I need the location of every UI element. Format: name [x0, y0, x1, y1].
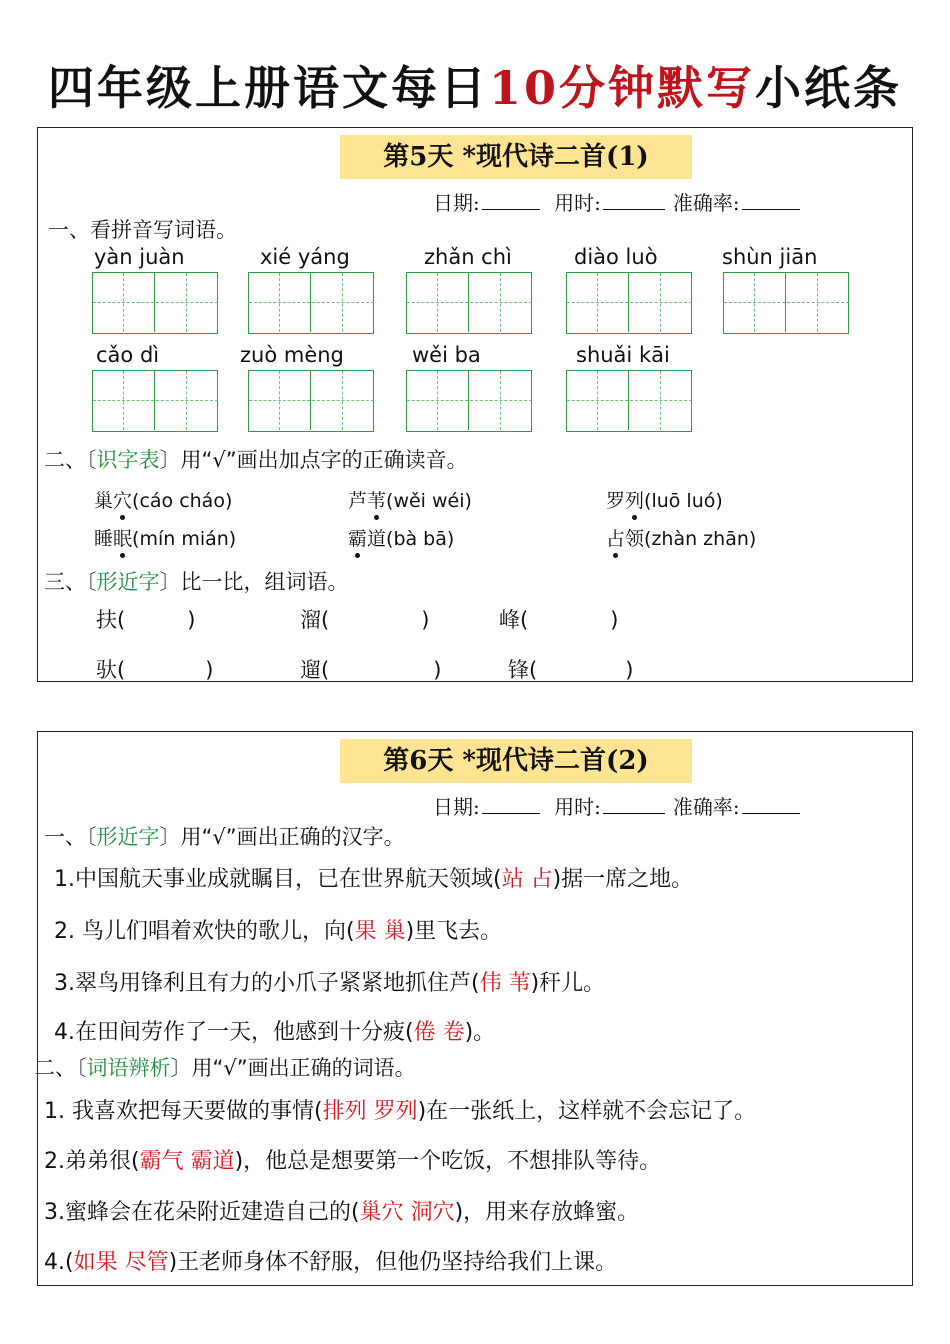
- page-title: [0, 58, 950, 118]
- reading-item: 睡眠(mín mián): [94, 524, 236, 551]
- choice-sentence: 2. 鸟儿们唱着欢快的歌儿，向(果 巢)里飞去。: [54, 919, 503, 944]
- pinyin: diào luò: [574, 245, 658, 269]
- title-prefix: 四年级上册语文每日: [47, 61, 489, 115]
- day6-meta: 日期: 用时: 准确率:: [433, 791, 808, 820]
- pinyin: zhǎn chì: [424, 245, 512, 269]
- pinyin: shuǎi kāi: [576, 343, 670, 367]
- choice-options[interactable]: 果 巢: [354, 919, 406, 944]
- choice-sentence: 1. 我喜欢把每天要做的事情(排列 罗列)在一张纸上，这样就不会忘记了。: [44, 1099, 757, 1124]
- word-blank[interactable]: 锋( ): [508, 658, 634, 682]
- day5-section3-title: 三、〔形近字〕比一比，组词语。: [44, 570, 349, 594]
- choice-options[interactable]: 伟 苇: [479, 971, 531, 996]
- day5-card: [37, 127, 913, 682]
- writing-grid[interactable]: [248, 370, 374, 432]
- reading-item: 霸道(bà bā): [348, 524, 454, 551]
- day6-section2-title: 二、〔词语辨析〕用“√”画出正确的词语。: [34, 1056, 416, 1080]
- time-blank[interactable]: [603, 190, 665, 210]
- writing-grid[interactable]: [723, 272, 849, 334]
- writing-grid[interactable]: [566, 272, 692, 334]
- pinyin: wěi ba: [412, 343, 481, 367]
- choice-options[interactable]: 倦 卷: [413, 1020, 465, 1045]
- reading-item: 巢穴(cáo cháo): [94, 486, 232, 513]
- choice-options[interactable]: 霸气 霸道: [139, 1149, 235, 1174]
- pinyin: shùn jiān: [722, 245, 818, 269]
- title-suffix: 小纸条: [755, 61, 902, 115]
- pinyin: cǎo dì: [96, 343, 160, 367]
- choice-sentence: 1.中国航天事业成就瞩目，已在世界航天领域(站 占)据一席之地。: [54, 867, 694, 892]
- writing-grid[interactable]: [406, 370, 532, 432]
- time-blank[interactable]: [603, 794, 665, 814]
- reading-item: 占领(zhàn zhān): [606, 524, 756, 551]
- writing-grid[interactable]: [566, 370, 692, 432]
- choice-options[interactable]: 排列 罗列: [322, 1099, 418, 1124]
- pinyin: zuò mèng: [240, 343, 344, 367]
- title-highlight: 10分钟默写: [488, 61, 755, 115]
- word-blank[interactable]: 峰( ): [499, 608, 619, 632]
- word-blank[interactable]: 驮( ): [96, 658, 214, 682]
- writing-grid[interactable]: [406, 272, 532, 334]
- date-blank[interactable]: [482, 794, 540, 814]
- accuracy-blank[interactable]: [742, 190, 800, 210]
- reading-item: 芦苇(wěi wéi): [348, 486, 472, 513]
- choice-sentence: 4.(如果 尽管)王老师身体不舒服，但他仍坚持给我们上课。: [44, 1250, 618, 1275]
- choice-options[interactable]: 巢穴 洞穴: [359, 1200, 455, 1225]
- day5-title: 第5天 *现代诗二首(1): [340, 135, 692, 179]
- reading-item: 罗列(luō luó): [606, 486, 723, 513]
- day6-card: [34, 731, 913, 1286]
- word-blank[interactable]: 遛( ): [300, 658, 442, 682]
- writing-grid[interactable]: [248, 272, 374, 334]
- choice-sentence: 3.翠鸟用锋利且有力的小爪子紧紧地抓住芦(伟 苇)秆儿。: [54, 971, 606, 996]
- word-blank[interactable]: 扶( ): [96, 608, 196, 632]
- word-blank[interactable]: 溜( ): [300, 608, 430, 632]
- choice-options[interactable]: 站 占: [501, 867, 553, 892]
- accuracy-blank[interactable]: [742, 794, 800, 814]
- day5-section2-title: 二、〔识字表〕用“√”画出加点字的正确读音。: [44, 448, 468, 472]
- choice-options[interactable]: 如果 尽管: [73, 1250, 169, 1275]
- date-blank[interactable]: [482, 190, 540, 210]
- day6-title: 第6天 *现代诗二首(2): [340, 739, 692, 783]
- choice-sentence: 3.蜜蜂会在花朵附近建造自己的(巢穴 洞穴)，用来存放蜂蜜。: [44, 1200, 640, 1225]
- day5-section1-title: 一、看拼音写词语。: [48, 218, 237, 242]
- choice-sentence: 2.弟弟很(霸气 霸道)，他总是想要第一个吃饭，不想排队等待。: [44, 1149, 662, 1174]
- writing-grid[interactable]: [92, 370, 218, 432]
- day6-section1-title: 一、〔形近字〕用“√”画出正确的汉字。: [44, 825, 405, 849]
- pinyin: yàn juàn: [94, 245, 185, 269]
- pinyin: xié yáng: [260, 245, 350, 269]
- writing-grid[interactable]: [92, 272, 218, 334]
- choice-sentence: 4.在田间劳作了一天，他感到十分疲(倦 卷)。: [54, 1020, 496, 1045]
- day5-meta: 日期: 用时: 准确率:: [433, 187, 808, 216]
